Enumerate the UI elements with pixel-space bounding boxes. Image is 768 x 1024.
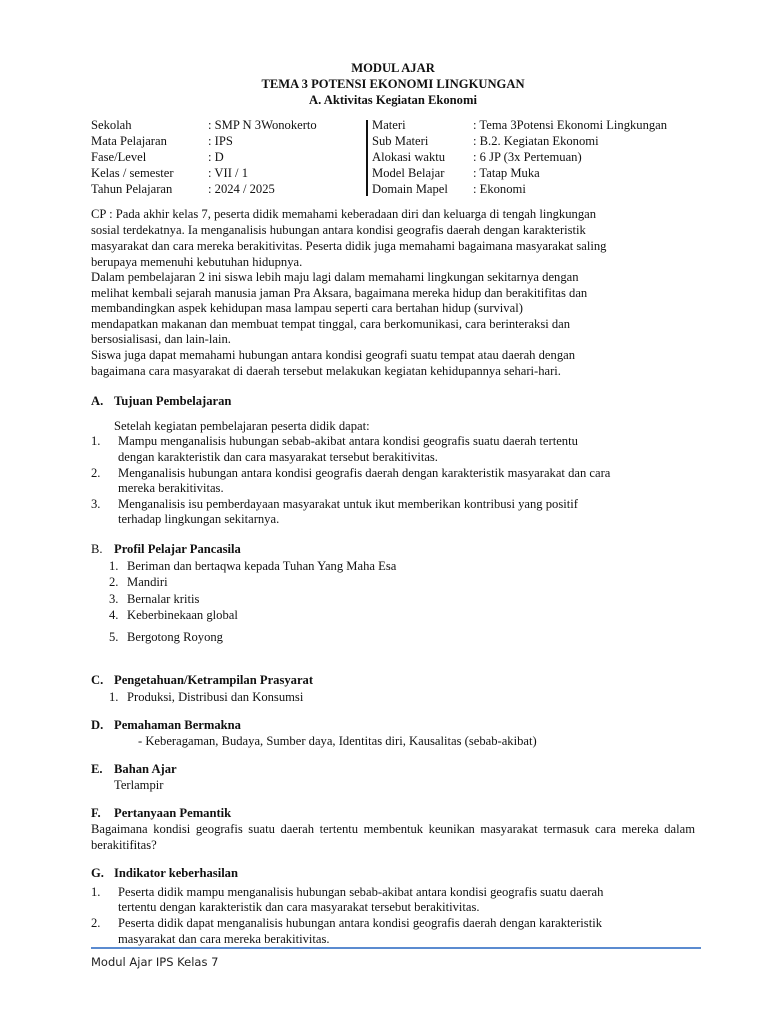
footer-rule	[91, 947, 701, 949]
section-letter: F.	[91, 806, 101, 821]
section-heading: Pemahaman Bermakna	[114, 718, 241, 733]
para2-line: membandingkan aspek kehidupan masa lampau seperti cara bertahan hidup (survival)	[91, 301, 523, 316]
list-text: Peserta didik dapat menganalisis hubungan antara kondisi geografis daerah dengan karakteristik	[118, 916, 603, 931]
list-text: masyarakat dan cara mereka berakitivitas.	[118, 931, 330, 946]
cp-line: sosial terdekatnya. Ia menganalisis hubungan antara kondisi geografis daerah dengan karakteristik	[91, 223, 586, 237]
info-label: Mata Pelajaran	[91, 134, 167, 148]
section-title	[91, 673, 695, 689]
info-value: : Tatap Muka	[473, 166, 540, 180]
section-letter: B.	[91, 541, 103, 556]
list-item	[91, 497, 695, 528]
list-text: terhadap lingkungan sekitarnya.	[118, 512, 280, 527]
cp-line: CP : Pada akhir kelas 7, peserta didik memahami keberadaan diri dan keluarga di tengah lingkungan	[91, 207, 596, 221]
section-title	[91, 542, 695, 558]
list-number: 1.	[91, 884, 101, 899]
capaian-pembelajaran	[91, 206, 695, 379]
section-title	[91, 718, 695, 734]
list-item	[91, 689, 695, 706]
list-text: mereka berakitivitas.	[118, 481, 224, 496]
list-text: Beriman dan bertaqwa kepada Tuhan Yang Maha Esa	[127, 558, 397, 573]
list-text: Produksi, Distribusi dan Konsumsi	[127, 689, 304, 704]
section-heading: Profil Pelajar Pancasila	[114, 541, 241, 556]
section-tujuan	[91, 394, 695, 528]
list-item	[91, 629, 695, 646]
info-label: Kelas / semester	[91, 166, 174, 180]
info-label: Model Belajar	[372, 166, 445, 180]
bahan-text: Terlampir	[114, 777, 164, 792]
list-item	[91, 591, 695, 608]
section-letter: G.	[91, 866, 104, 881]
para3-line: Siswa juga dapat memahami hubungan antara kondisi geografi suatu tempat atau daerah dengan	[91, 347, 575, 362]
list-text: Keberbinekaan global	[127, 608, 238, 622]
list-number: 4.	[109, 608, 119, 622]
cp-line: masyarakat dan cara mereka berakitivitas. Peserta didik juga memahami bagaimana masyarakat saling	[91, 239, 607, 253]
section-indikator	[91, 866, 695, 947]
list-text: Bergotong Royong	[127, 629, 223, 644]
doc-title: MODUL AJAR	[351, 61, 435, 75]
info-value: : B.2. Kegiatan Ekonomi	[473, 134, 599, 148]
section-bahan	[91, 762, 695, 793]
info-value: : 6 JP (3x Pertemuan)	[473, 150, 582, 164]
list-number: 3.	[109, 591, 119, 606]
list-number: 1.	[109, 558, 119, 573]
info-right-labels	[372, 118, 448, 198]
list-item	[91, 434, 695, 465]
list-number: 2.	[109, 575, 119, 589]
cp-line: berupaya memenuhi kebutuhan hidupnya.	[91, 255, 303, 269]
para2-line: mendapatkan makanan dan membuat tempat tinggal, cara berkomunikasi, cara berinteraksi dan	[91, 316, 571, 331]
section-profil	[91, 542, 695, 645]
profil-list	[91, 558, 695, 646]
section-letter: D.	[91, 718, 104, 733]
info-label: Tahun Pelajaran	[91, 182, 173, 196]
info-value: : IPS	[208, 134, 233, 148]
document-page	[91, 60, 695, 947]
list-text: Menganalisis hubungan antara kondisi geografis daerah dengan karakteristik masyarakat dan cara	[118, 465, 611, 480]
info-label: Sekolah	[91, 118, 132, 132]
list-item	[91, 574, 695, 591]
section-letter: C.	[91, 673, 104, 687]
para2-line: melihat kembali sejarah manusia jaman Pra Aksara, bagaimana mereka hidup dan berakitifitas dan	[91, 285, 588, 300]
para2-line: Dalam pembelajaran 2 ini siswa lebih maju lagi dalam memahami lingkungan sekitarnya dengan	[91, 270, 579, 284]
info-value: : SMP N 3Wonokerto	[208, 118, 317, 132]
section-prasyarat	[91, 673, 695, 705]
info-left-values	[208, 118, 317, 198]
section-heading: Bahan Ajar	[114, 762, 177, 777]
info-divider	[366, 120, 368, 196]
para3-line: bagaimana cara masyarakat di daerah tersebut melakukan kegiatan kehidupannya sehari-hari.	[91, 363, 561, 378]
info-label: Domain Mapel	[372, 182, 448, 196]
section-letter: E.	[91, 762, 103, 777]
section-pertanyaan	[91, 806, 695, 853]
section-pemahaman	[91, 718, 695, 749]
list-text: Bernalar kritis	[127, 591, 200, 606]
section-heading: Tujuan Pembelajaran	[114, 394, 232, 409]
doc-activity: A. Aktivitas Kegiatan Ekonomi	[309, 93, 477, 107]
section-title	[91, 866, 695, 882]
page-footer: Modul Ajar IPS Kelas 7	[91, 955, 219, 969]
section-title	[91, 806, 695, 822]
list-number: 1.	[109, 689, 119, 704]
info-value: : VII / 1	[208, 166, 248, 180]
info-label: Fase/Level	[91, 150, 147, 164]
info-label: Materi	[372, 118, 406, 132]
list-item	[91, 607, 695, 624]
list-item	[91, 466, 695, 497]
doc-theme: TEMA 3 POTENSI EKONOMI LINGKUNGAN	[261, 77, 525, 91]
prasyarat-list	[91, 689, 695, 706]
list-number: 1.	[91, 434, 101, 449]
info-value: : Tema 3Potensi Ekonomi Lingkungan	[473, 118, 668, 132]
section-heading: Pertanyaan Pemantik	[114, 806, 232, 821]
info-label: Sub Materi	[372, 134, 429, 148]
info-table	[91, 118, 695, 198]
section-heading: Pengetahuan/Ketrampilan Prasyarat	[114, 673, 314, 687]
list-number: 2.	[91, 916, 101, 931]
info-right-values	[473, 118, 667, 198]
para2-line: bersosialisasi, dan lain-lain.	[91, 332, 231, 347]
list-text: Mandiri	[127, 575, 168, 589]
pemahaman-text: - Keberagaman, Budaya, Sumber daya, Identitas diri, Kausalitas (sebab-akibat)	[138, 733, 537, 748]
list-item	[91, 885, 695, 916]
list-number: 5.	[109, 629, 119, 644]
list-number: 3.	[91, 496, 101, 511]
list-number: 2.	[91, 465, 101, 480]
info-left-labels	[91, 118, 174, 198]
indikator-list	[91, 885, 695, 947]
list-text: Menganalisis isu pemberdayaan masyarakat untuk ikut memberikan kontribusi yang positif	[118, 496, 578, 511]
list-item	[91, 558, 695, 575]
list-text: Peserta didik mampu menganalisis hubungan sebab-akibat antara kondisi geografis suatu daerah	[118, 884, 604, 899]
list-text: dengan karakteristik dan cara masyarakat tersebut berakitivitas.	[118, 449, 438, 464]
list-text: Mampu menganalisis hubungan sebab-akibat antara kondisi geografis suatu daerah tertentu	[118, 434, 578, 449]
info-label: Alokasi waktu	[372, 150, 446, 164]
section-letter: A.	[91, 394, 104, 409]
info-value: : D	[208, 150, 224, 164]
section-heading: Indikator keberhasilan	[114, 866, 238, 881]
info-value: : Ekonomi	[473, 182, 526, 196]
list-item	[91, 916, 695, 947]
info-value: : 2024 / 2025	[208, 182, 275, 196]
section-title	[91, 762, 695, 778]
document-header	[91, 60, 695, 108]
tujuan-list	[91, 434, 695, 528]
tujuan-intro: Setelah kegiatan pembelajaran peserta didik dapat:	[114, 418, 370, 433]
list-text: tertentu dengan karakteristik dan cara masyarakat tersebut berakitivitas.	[118, 900, 480, 915]
section-title	[91, 394, 695, 410]
pertanyaan-text: Bagaimana kondisi geografis suatu daerah tertentu membentuk keunikan masyarakat termasuk cara mereka dalam berakitifitas?	[91, 822, 695, 852]
